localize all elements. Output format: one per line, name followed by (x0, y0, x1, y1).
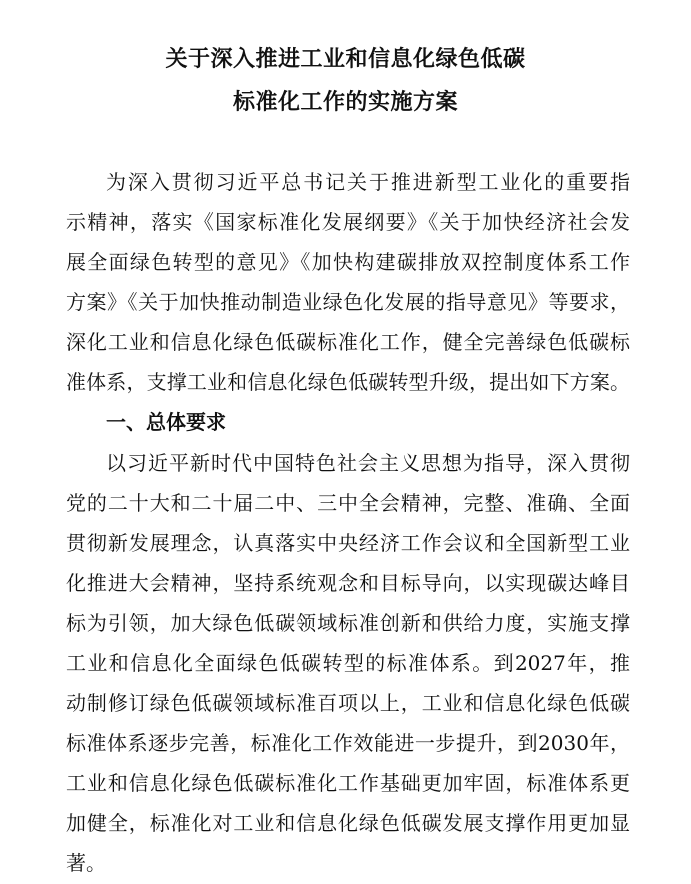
paragraph-2-line: 加健全，标准化对工业和信息化绿色低碳发展支撑作用更加显 (66, 811, 630, 835)
paragraph-1-line: 示精神，落实《国家标准化发展纲要》《关于加快经济社会发 (66, 210, 630, 234)
paragraph-2-line: 标准体系逐步完善，标准化工作效能进一步提升，到2030年， (66, 731, 630, 755)
paragraph-2-line: 动制修订绿色低碳领域标准百项以上，工业和信息化绿色低碳 (66, 691, 630, 715)
document-title-line-1: 关于深入推进工业和信息化绿色低碳 (165, 46, 526, 72)
paragraph-1-line: 方案》《关于加快推动制造业绿色化发展的指导意见》等要求， (66, 290, 630, 314)
paragraph-1-line: 展全面绿色转型的意见》《加快构建碳排放双控制度体系工作 (66, 250, 630, 274)
document-title-line-2: 标准化工作的实施方案 (232, 89, 458, 115)
paragraph-2-line: 党的二十大和二十届二中、三中全会精神，完整、准确、全面 (66, 491, 630, 515)
paragraph-2-line: 贯彻新发展理念，认真落实中央经济工作会议和全国新型工业 (66, 531, 630, 555)
paragraph-1-line: 为深入贯彻习近平总书记关于推进新型工业化的重要指 (106, 170, 630, 194)
paragraph-1-line: 准体系，支撑工业和信息化绿色低碳转型升级，提出如下方案。 (66, 370, 630, 394)
paragraph-2-line: 化推进大会精神，坚持系统观念和目标导向，以实现碳达峰目 (66, 571, 630, 595)
paragraph-2-line: 工业和信息化绿色低碳标准化工作基础更加牢固，标准体系更 (66, 771, 630, 795)
paragraph-2-line: 以习近平新时代中国特色社会主义思想为指导，深入贯彻 (106, 451, 630, 475)
paragraph-2-line: 标为引领，加大绿色低碳领域标准创新和供给力度，实施支撑 (66, 611, 630, 635)
paragraph-1-line: 深化工业和信息化绿色低碳标准化工作，健全完善绿色低碳标 (66, 330, 630, 354)
paragraph-2-line: 著。 (66, 851, 106, 875)
section-1-heading: 一、总体要求 (106, 410, 226, 434)
paragraph-2-line: 工业和信息化全面绿色低碳转型的标准体系。到2027年，推 (66, 651, 630, 675)
